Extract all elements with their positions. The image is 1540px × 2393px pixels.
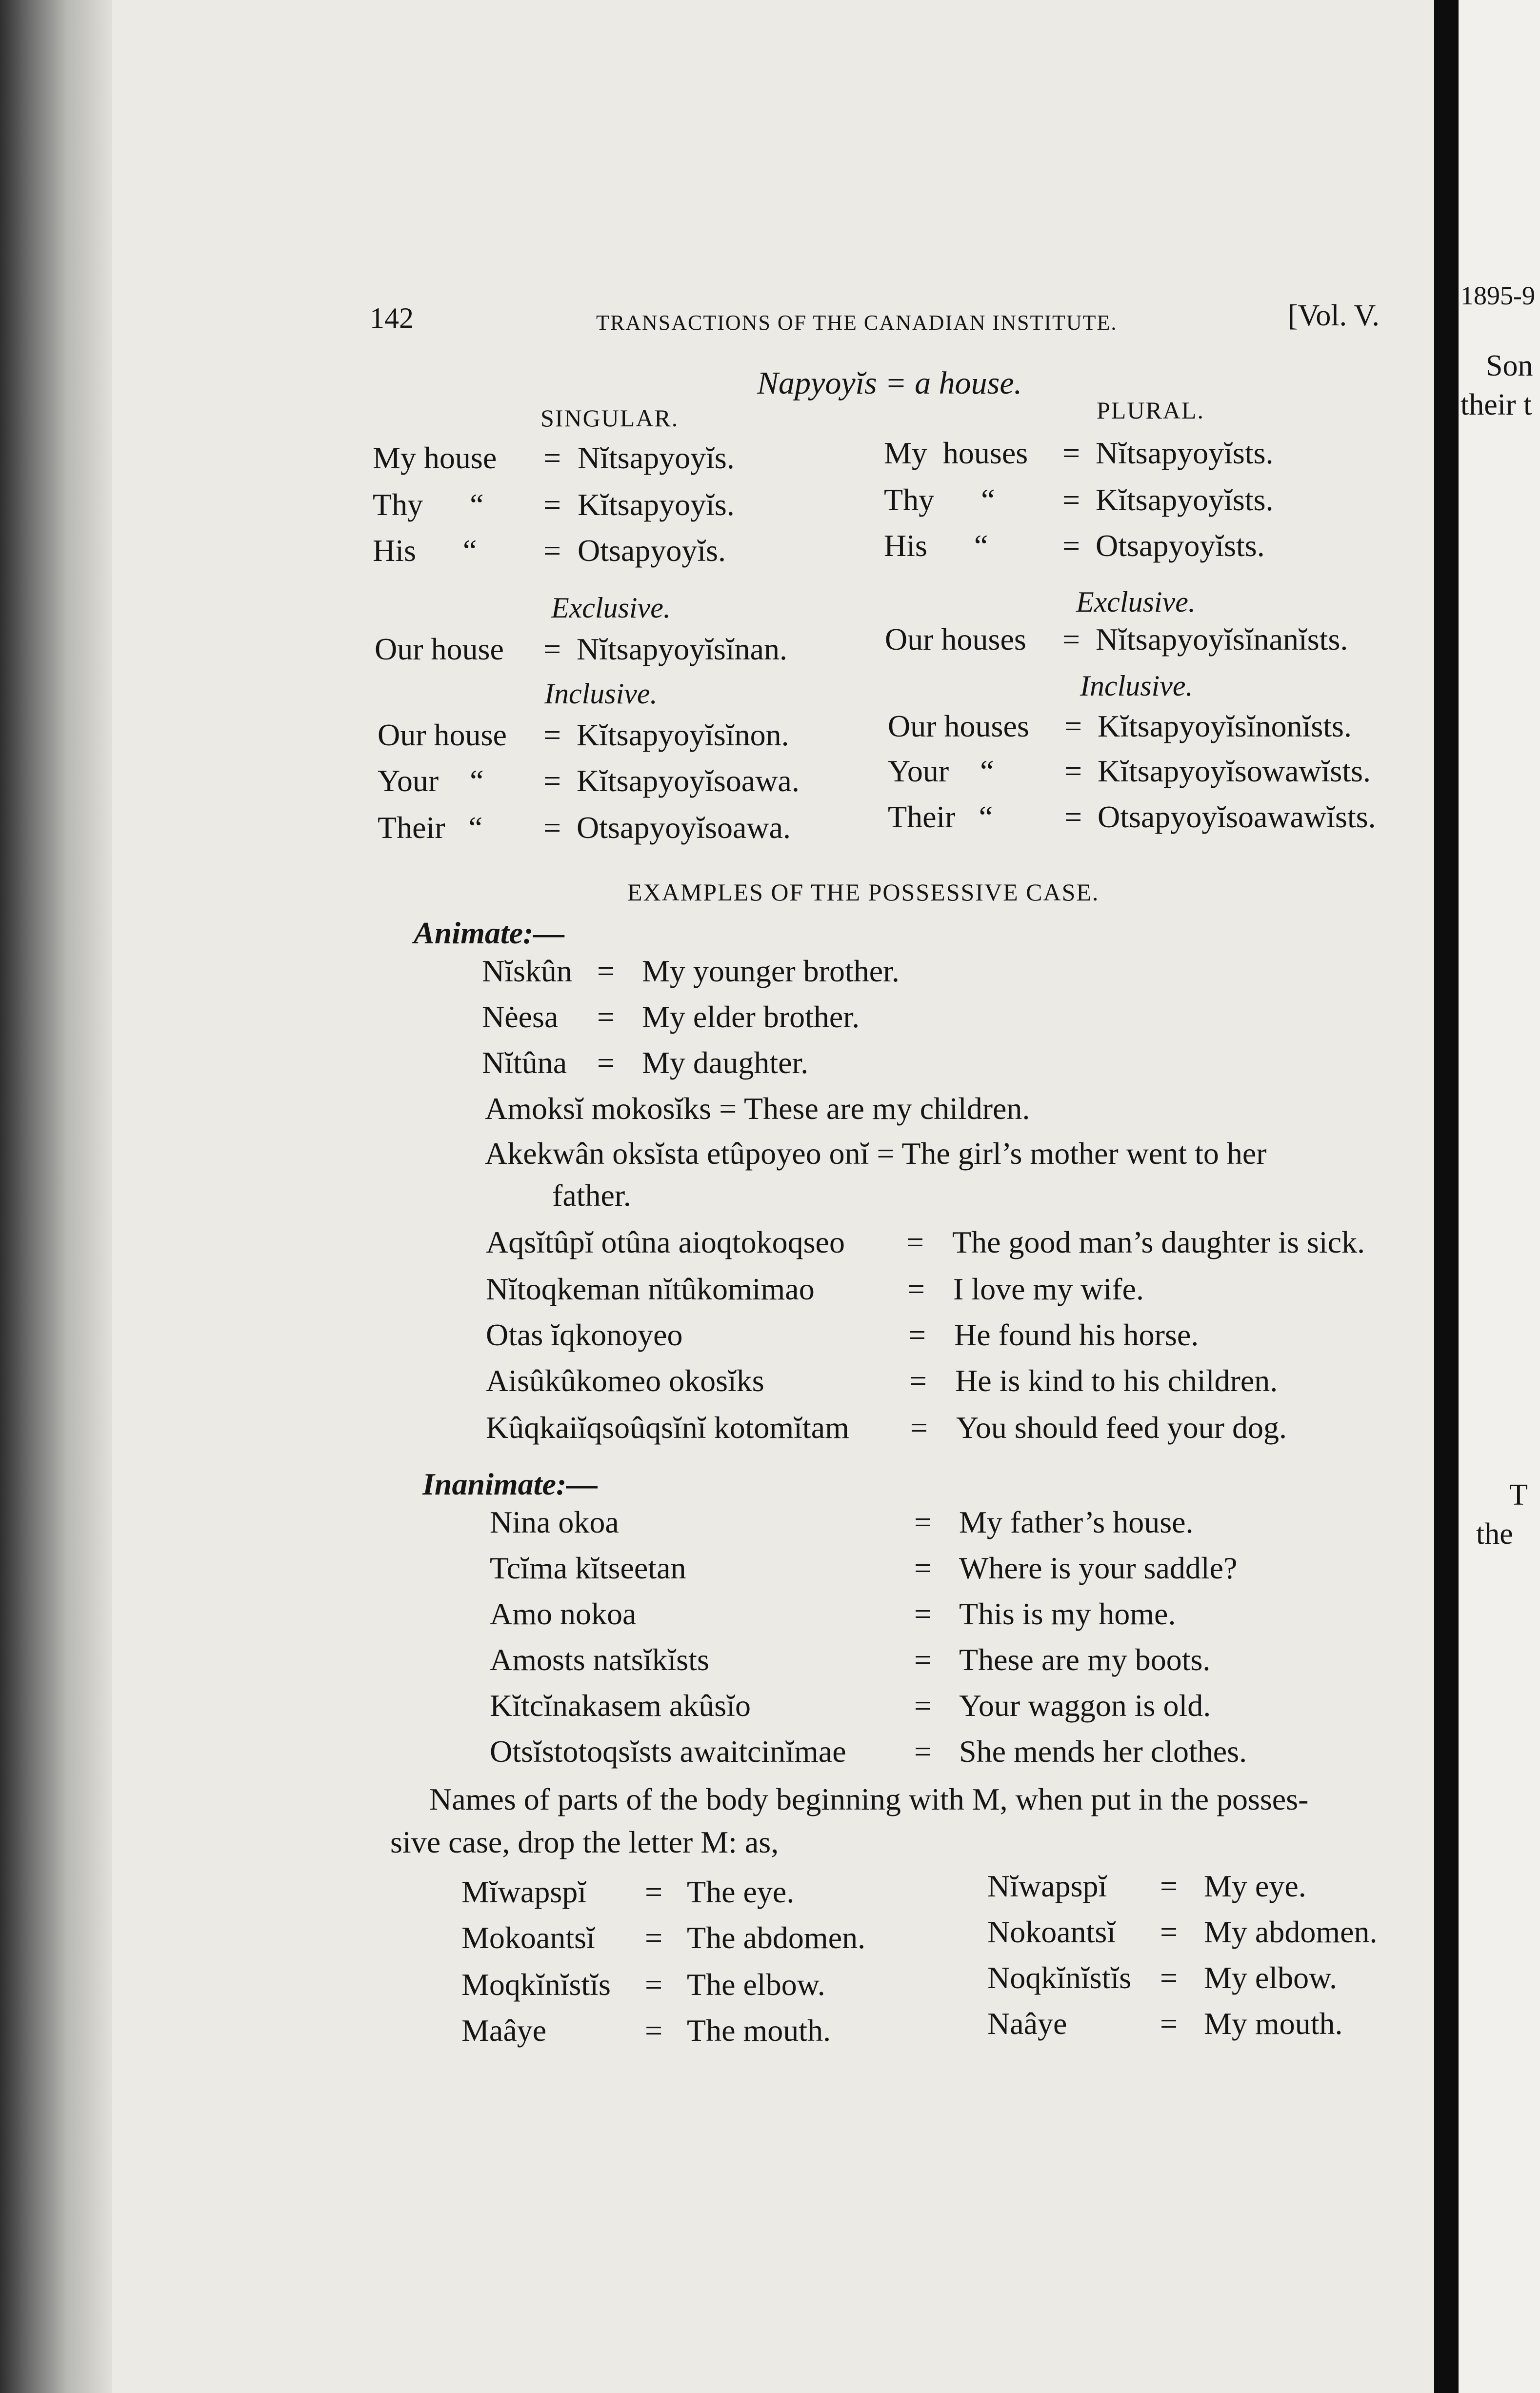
possessive-heading: EXAMPLES OF THE POSSESSIVE CASE. [627, 878, 1100, 906]
equals-sign: = [908, 1317, 926, 1352]
equals-sign: = [914, 1551, 932, 1585]
english-translation: My younger brother. [642, 954, 900, 988]
blackfoot-form: Amosts natsĭkĭsts [490, 1642, 709, 1677]
blackfoot-form: Mokoantsĭ [461, 1920, 595, 1955]
book-spine [1434, 0, 1459, 2393]
equals-sign: = [907, 1272, 925, 1306]
blackfoot-form: Tcĭma kĭtseetan [490, 1551, 686, 1585]
blackfoot-form: Nokoantsĭ [987, 1914, 1116, 1949]
facing-page [1459, 0, 1540, 2393]
blackfoot-form: Otsapyoyĭsoawawĭsts. [1098, 799, 1376, 834]
english-translation: My father’s house. [959, 1505, 1194, 1539]
equals-sign: = [914, 1688, 932, 1723]
body-parts-intro: Names of parts of the body beginning with M, when put in the posses- [429, 1782, 1309, 1816]
exclusive-label: Exclusive. [551, 592, 671, 624]
blackfoot-form: Nĭtsapyoyĭsĭnanĭsts. [1096, 622, 1348, 657]
page-number: 142 [370, 302, 414, 334]
blackfoot-form: Kĭtsapyoyĭsĭnonĭsts. [1098, 709, 1352, 743]
example-sentence: Akekwân oksĭsta etûpoyeo onĭ = The girl’s mother went to her [485, 1136, 1267, 1171]
english-translation: The good man’s daughter is sick. [952, 1225, 1365, 1259]
facing-page-line: their t [1460, 388, 1532, 421]
equals-sign: = [1064, 709, 1082, 743]
english-translation: My eye. [1204, 1869, 1306, 1903]
blackfoot-form: Otsĭstotoqsĭsts awaitcinĭmae [490, 1734, 846, 1769]
inclusive-label: Inclusive. [1080, 670, 1193, 702]
blackfoot-form: Kûqkaiĭqsoûqsĭnĭ kotomĭtam [486, 1410, 849, 1445]
equals-sign: = [1064, 754, 1082, 788]
english-form: Their “ [378, 810, 482, 845]
equals-sign: = [1062, 482, 1080, 517]
english-form: My house [373, 440, 497, 475]
blackfoot-form: Aqsĭtûpĭ otûna aioqtokoqseo [486, 1225, 845, 1259]
equals-sign: = [543, 533, 561, 568]
english-form: Thy “ [373, 487, 484, 522]
facing-page-line: the [1476, 1517, 1513, 1551]
equals-sign: = [914, 1596, 932, 1631]
equals-sign: = [909, 1363, 927, 1398]
english-form: Our house [375, 632, 504, 666]
equals-sign: = [543, 632, 561, 666]
blackfoot-form: Nĭtsapyoyĭsĭnan. [577, 632, 787, 666]
equals-sign: = [597, 999, 615, 1034]
equals-sign: = [1160, 1960, 1178, 1995]
facing-page-line: T [1509, 1478, 1528, 1512]
english-translation: Your waggon is old. [959, 1688, 1211, 1723]
english-translation: This is my home. [959, 1596, 1176, 1631]
facing-page-header: 1895-9 [1460, 281, 1535, 310]
blackfoot-form: Nĭtsapyoyĭs. [578, 440, 735, 475]
english-form: Thy “ [884, 482, 995, 517]
english-translation: My daughter. [642, 1045, 809, 1080]
plural-heading: PLURAL. [1097, 397, 1204, 424]
paradigm-title: Napyoyĭs = a house. [757, 365, 1022, 401]
inclusive-label: Inclusive. [544, 678, 658, 710]
english-translation: You should feed your dog. [956, 1410, 1287, 1445]
english-form: Our houses [885, 622, 1026, 657]
equals-sign: = [914, 1505, 932, 1539]
inanimate-label: Inanimate:— [422, 1467, 598, 1501]
equals-sign: = [645, 1967, 663, 2002]
english-form: Our house [378, 718, 507, 752]
equals-sign: = [543, 718, 561, 752]
equals-sign: = [597, 1045, 615, 1080]
english-translation: I love my wife. [953, 1272, 1144, 1306]
english-translation: The abdomen. [687, 1920, 866, 1955]
equals-sign: = [645, 2013, 663, 2048]
english-form: Your “ [378, 763, 484, 798]
english-form: His “ [373, 533, 477, 568]
blackfoot-form: Otsapyoyĭs. [578, 533, 726, 568]
facing-page-line: Son [1486, 349, 1533, 382]
exclusive-label: Exclusive. [1076, 586, 1196, 618]
blackfoot-form: Moqkĭnĭstĭs [461, 1967, 611, 2002]
english-form: His “ [884, 528, 988, 563]
english-translation: My mouth. [1204, 2006, 1343, 2041]
equals-sign: = [543, 487, 561, 522]
english-translation: He found his horse. [954, 1317, 1199, 1352]
english-translation: She mends her clothes. [959, 1734, 1247, 1769]
blackfoot-form: Otas ĭqkonoyeo [486, 1317, 683, 1352]
equals-sign: = [914, 1734, 932, 1769]
blackfoot-form: Kĭtsapyoyĭsoawa. [577, 763, 800, 798]
blackfoot-form: Nĭtsapyoyĭsts. [1096, 436, 1274, 470]
equals-sign: = [914, 1642, 932, 1677]
blackfoot-form: Kĭtsapyoyĭsts. [1096, 482, 1274, 517]
english-translation: My elder brother. [642, 999, 860, 1034]
english-translation: These are my boots. [959, 1642, 1211, 1677]
equals-sign: = [910, 1410, 928, 1445]
english-translation: The eye. [687, 1875, 795, 1909]
blackfoot-form: Mĭwapspĭ [461, 1875, 586, 1909]
english-translation: He is kind to his children. [955, 1363, 1278, 1398]
blackfoot-form: Kĭtsapyoyĭsowawĭsts. [1098, 754, 1371, 788]
example-sentence-continued: father. [552, 1178, 631, 1213]
blackfoot-form: Nĭtoqkeman nĭtûkomimao [486, 1272, 815, 1306]
example-sentence: Amoksĭ mokosĭks = These are my children. [485, 1091, 1030, 1126]
blackfoot-form: Kĭtcĭnakasem akûsĭo [490, 1688, 751, 1723]
animate-label: Animate:— [414, 916, 565, 950]
blackfoot-form: Naâye [987, 2006, 1067, 2041]
blackfoot-form: Nėesa [482, 999, 559, 1034]
equals-sign: = [543, 440, 561, 475]
english-form: Your “ [888, 754, 994, 788]
body-parts-intro: sive case, drop the letter M: as, [390, 1825, 779, 1859]
blackfoot-form: Otsapyoyĭsts. [1096, 528, 1265, 563]
running-title: TRANSACTIONS OF THE CANADIAN INSTITUTE. [596, 311, 1118, 335]
blackfoot-form: Maâye [461, 2013, 547, 2048]
equals-sign: = [1062, 528, 1080, 563]
equals-sign: = [543, 763, 561, 798]
english-translation: My abdomen. [1204, 1914, 1378, 1949]
page-gutter-shadow [0, 0, 112, 2393]
blackfoot-form: Noqkĭnĭstĭs [987, 1960, 1132, 1995]
blackfoot-form: Nĭtûna [482, 1045, 567, 1080]
english-translation: My elbow. [1204, 1960, 1338, 1995]
singular-heading: SINGULAR. [540, 404, 679, 432]
equals-sign: = [597, 954, 615, 988]
equals-sign: = [543, 810, 561, 845]
english-form: Their “ [888, 799, 993, 834]
english-translation: The elbow. [687, 1967, 825, 2002]
blackfoot-form: Nĭwapspĭ [987, 1869, 1107, 1903]
english-form: My houses [884, 436, 1028, 470]
equals-sign: = [1160, 1914, 1178, 1949]
blackfoot-form: Aisûkûkomeo okosĭks [486, 1363, 764, 1398]
blackfoot-form: Nina okoa [490, 1505, 619, 1539]
equals-sign: = [1062, 436, 1080, 470]
equals-sign: = [1160, 2006, 1178, 2041]
blackfoot-form: Kĭtsapyoyĭsĭnon. [577, 718, 789, 752]
volume-label: [Vol. V. [1288, 299, 1380, 332]
equals-sign: = [645, 1875, 663, 1909]
blackfoot-form: Amo nokoa [490, 1596, 637, 1631]
english-translation: The mouth. [687, 2013, 831, 2048]
blackfoot-form: Kĭtsapyoyĭs. [578, 487, 735, 522]
equals-sign: = [1062, 622, 1080, 657]
equals-sign: = [1064, 799, 1082, 834]
equals-sign: = [645, 1920, 663, 1955]
blackfoot-form: Nĭskûn [482, 954, 572, 988]
blackfoot-form: Otsapyoyĭsoawa. [577, 810, 791, 845]
english-form: Our houses [888, 709, 1029, 743]
english-translation: Where is your saddle? [959, 1551, 1238, 1585]
equals-sign: = [1160, 1869, 1178, 1903]
equals-sign: = [906, 1225, 924, 1259]
